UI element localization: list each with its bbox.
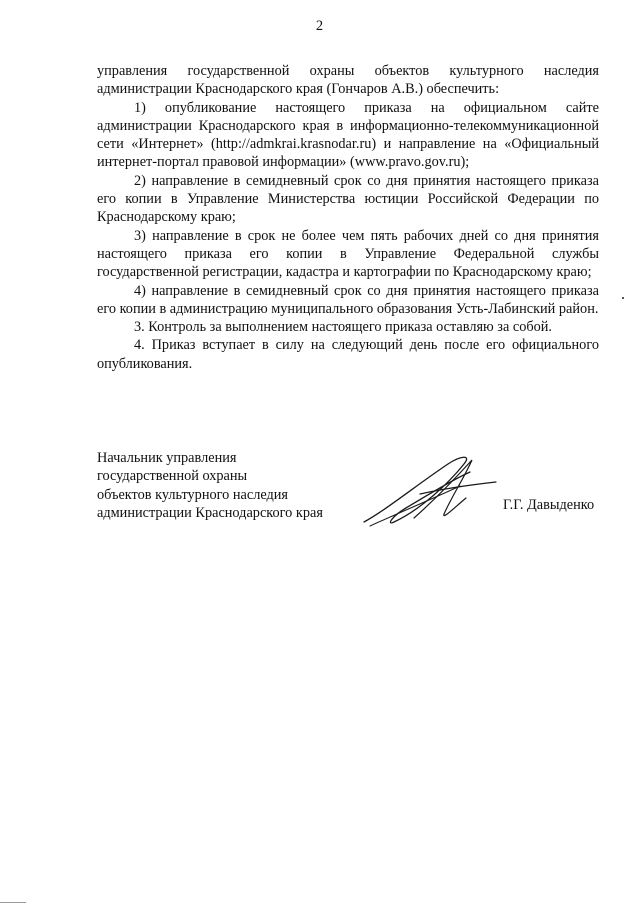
signer-name: Г.Г. Давыденко <box>503 497 595 513</box>
signatory-title-line: объектов культурного наследия <box>97 486 288 503</box>
signatory-title-line: Начальник управления <box>97 450 237 466</box>
paragraph-item-4: 4) направление в семидневный срок со дня принятия настоящего приказа его копии в администрацию муниципального образования Усть-Лабинский район. <box>97 282 599 317</box>
signatory-title-line: администрации Краснодарского края <box>97 504 323 521</box>
scan-dot <box>622 297 624 299</box>
handwritten-signature <box>356 450 506 530</box>
paragraph-item-1: 1) опубликование настоящего приказа на официальном сайте администрации Краснодарского края в информационно-телекоммуникационной сети «Интернет» (http://admkrai.krasnodar.ru) и направление на «Официальный интернет-портал правовой информации» (www.pravo.gov.ru); <box>97 99 599 171</box>
scan-corner-mark <box>0 902 26 903</box>
document-body <box>97 62 599 373</box>
signatory-title-line: государственной охраны <box>97 468 248 485</box>
paragraph-clause-4: 4. Приказ вступает в силу на следующий день после его официального опубликования. <box>97 337 599 372</box>
paragraph-clause-3: 3. Контроль за выполнением настоящего приказа оставляю за собой. <box>134 319 553 336</box>
paragraph-intro: управления государственной охраны объектов культурного наследия администрации Краснодарского края (Гончаров А.В.) обеспечить: <box>97 63 599 98</box>
paragraph-item-3: 3) направление в срок не более чем пять рабочих дней со дня принятия настоящего приказа его копии в Управление Федеральной службы государственной регистрации, кадастра и картографии по Краснодарскому краю; <box>97 227 599 281</box>
page-number: 2 <box>315 18 324 34</box>
paragraph-item-2: 2) направление в семидневный срок со дня принятия настоящего приказа его копии в Управление Министерства юстиции Российской Федерации по Краснодарскому краю; <box>97 172 599 226</box>
